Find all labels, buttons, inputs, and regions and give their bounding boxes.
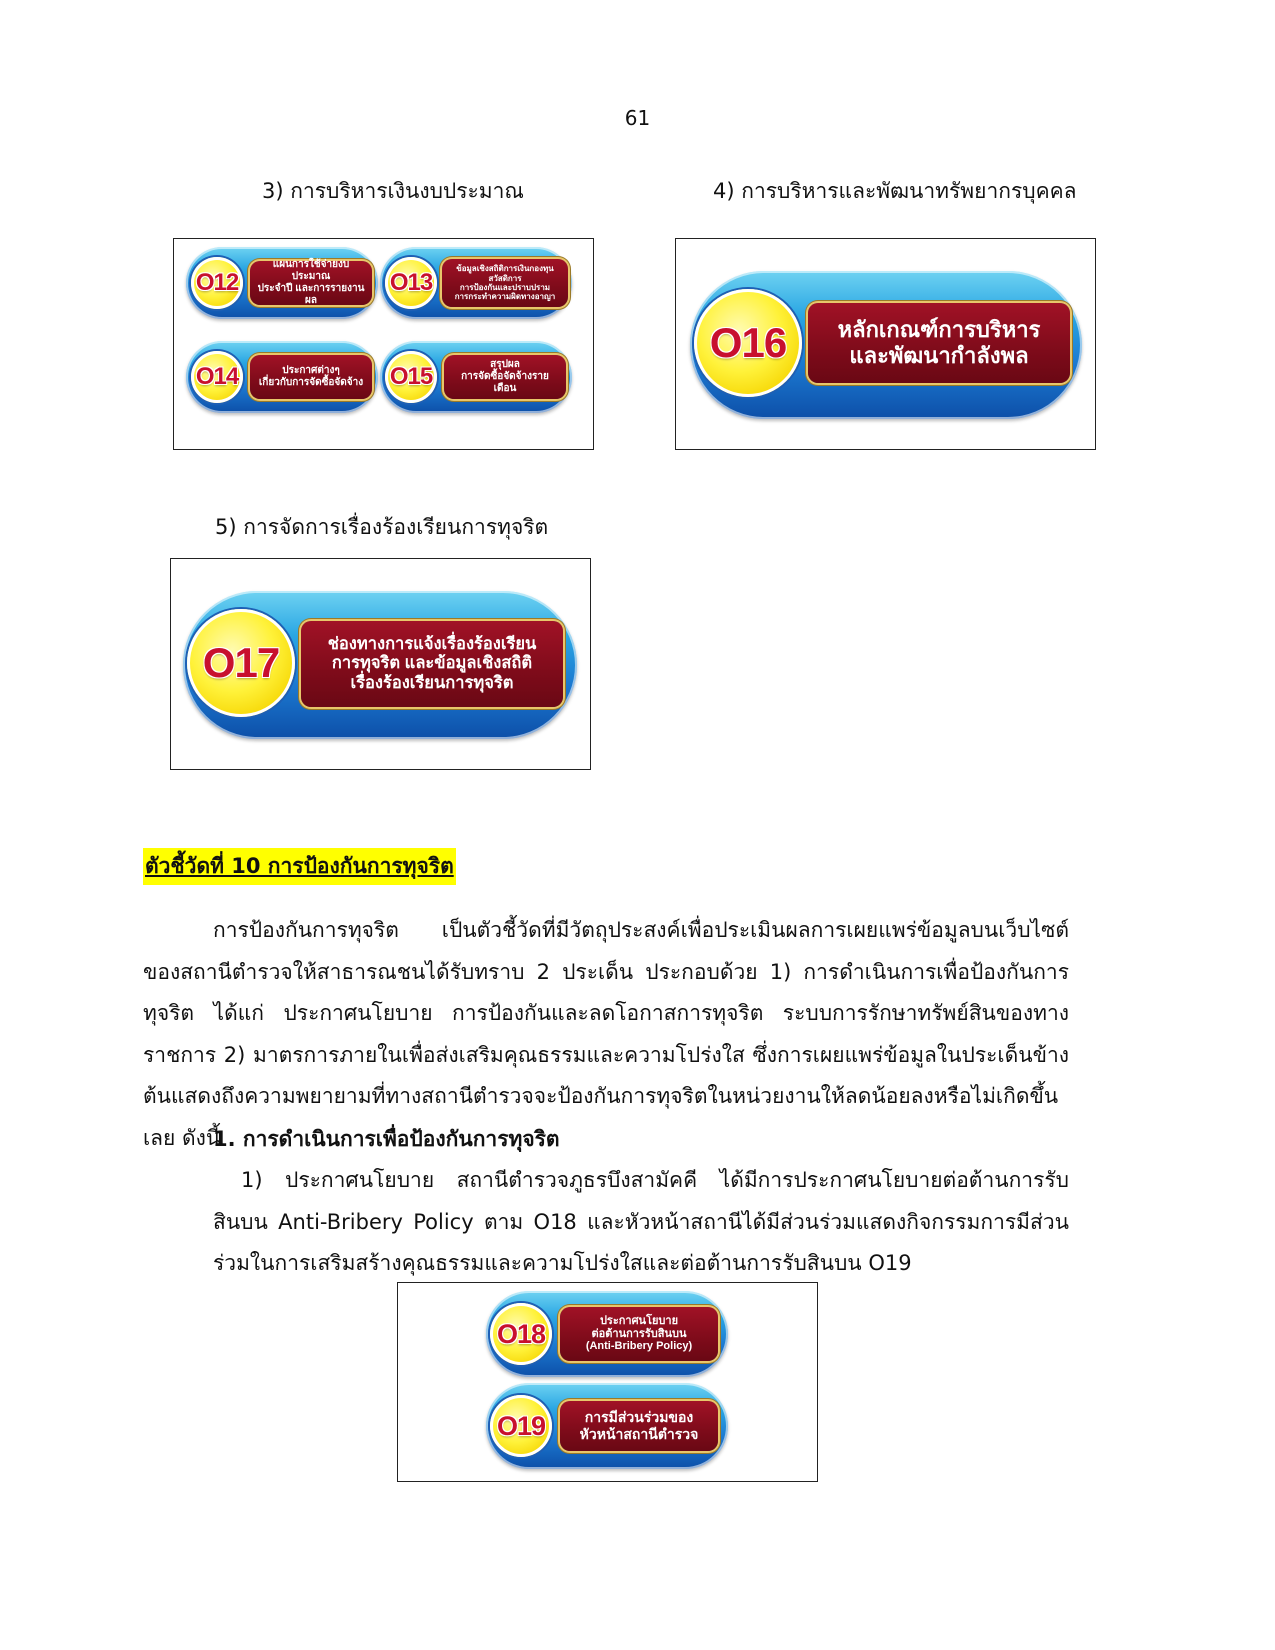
badge-o15 xyxy=(380,341,572,413)
badge-o19 xyxy=(486,1383,728,1469)
badge-o14-label: ประกาศต่างๆ เกี่ยวกับการจัดซื้อจัดจ้าง xyxy=(250,355,372,399)
section-5-caption: 5) การจัดการเรื่องร้องเรียนการทุจริต xyxy=(215,515,549,539)
badge-o13 xyxy=(380,247,572,319)
badge-o14 xyxy=(186,341,378,413)
page-number: 61 xyxy=(624,106,651,130)
section-4-caption: 4) การบริหารและพัฒนาทรัพยากรบุคคล xyxy=(713,179,1077,203)
complaint-badge-frame xyxy=(170,558,591,770)
personnel-badge-frame xyxy=(675,238,1096,450)
badge-o18 xyxy=(486,1291,728,1377)
budget-badges-frame xyxy=(173,238,594,450)
badge-o19-label: การมีส่วนร่วมของ หัวหน้าสถานีตำรวจ xyxy=(560,1401,718,1451)
indicator-10-paragraph: การป้องกันการทุจริต เป็นตัวชี้วัดที่มีวัตถุประสงค์เพื่อประเมินผลการเผยแพร่ข้อมูลบนเว็บไซต์ของสถานีตำรวจให้สาธารณชนได้รับทราบ 2 ประเด็น ประกอบด้วย 1) การดำเนินการเพื่อป้องกันการทุจริต ได้แก่ ประกาศนโยบาย การป้องกันและลดโอกาสการทุจริต ระบบการรักษาทรัพย์สินของทางราชการ 2) มาตรการภายในเพื่อส่งเสริมคุณธรรมและความโปร่งใส ซึ่งการเผยแพร่ข้อมูลในประเด็นข้างต้นแสดงถึงความพยายามที่ทางสถานีตำรวจจะป้องกันการทุจริตในหน่วยงานให้ลดน้อยลงหรือไม่เกิดขึ้นเลย ดังนี้ xyxy=(143,918,1069,1150)
badge-o12-label: แผนการใช้จ่ายงบประมาณ ประจำปี และการรายงานผล xyxy=(250,261,372,305)
badge-o15-circle xyxy=(385,351,437,403)
badge-o16-code: O16 xyxy=(709,319,787,366)
badge-o14-code: O14 xyxy=(195,363,239,390)
badge-o17-circle xyxy=(187,609,295,717)
item-1-paragraph: 1) ประกาศนโยบาย สถานีตำรวจภูธรบึงสามัคคี ได้มีการประกาศนโยบายต่อต้านการรับสินบน Anti-Bribery Policy ตาม O18 และหัวหน้าสถานีได้มีส่วนร่วมแสดงกิจกรรมการมีส่วนร่วมในการเสริมสร้างคุณธรรมและความโปร่งใสและต่อต้านการรับสินบน O19 xyxy=(213,1168,1069,1275)
badge-o16 xyxy=(690,271,1082,419)
badge-o18-code: O18 xyxy=(496,1318,546,1349)
badge-o12 xyxy=(186,247,378,319)
badge-o15-label: สรุปผล การจัดซื้อจัดจ้างรายเดือน xyxy=(444,355,566,399)
badge-o18-label: ประกาศนโยบาย ต่อต้านการรับสินบน (Anti-Bribery Policy) xyxy=(560,1307,718,1361)
policy-badges-frame xyxy=(397,1282,818,1482)
badge-o16-label: หลักเกณฑ์การบริหาร และพัฒนากำลังพล xyxy=(808,303,1070,383)
indicator-10-heading: ตัวชี้วัดที่ 10 การป้องกันการทุจริต xyxy=(143,848,456,885)
badge-o13-circle xyxy=(385,257,437,309)
badge-o17-label: ช่องทางการแจ้งเรื่องร้องเรียน การทุจริต และข้อมูลเชิงสถิติ เรื่องร้องเรียนการทุจริต xyxy=(301,621,563,707)
badge-o15-code: O15 xyxy=(389,363,433,390)
badge-o12-code: O12 xyxy=(195,269,239,296)
badge-o12-circle xyxy=(191,257,243,309)
badge-o16-circle xyxy=(694,289,802,397)
badge-o19-circle xyxy=(490,1395,552,1457)
badge-o19-code: O19 xyxy=(496,1410,546,1441)
badge-o17 xyxy=(183,591,577,739)
subheading-prevention: 1. การดำเนินการเพื่อป้องกันการทุจริต xyxy=(213,1127,560,1151)
badge-o13-label: ข้อมูลเชิงสถิติการเงินกองทุนสวัสดิการ การป้องกันและปราบปราม การกระทำความผิดทางอาญา xyxy=(442,259,568,307)
badge-o18-circle xyxy=(490,1303,552,1365)
badge-o17-code: O17 xyxy=(202,639,280,686)
section-3-caption: 3) การบริหารเงินงบประมาณ xyxy=(262,179,524,203)
badge-o14-circle xyxy=(191,351,243,403)
badge-o13-code: O13 xyxy=(389,269,433,296)
